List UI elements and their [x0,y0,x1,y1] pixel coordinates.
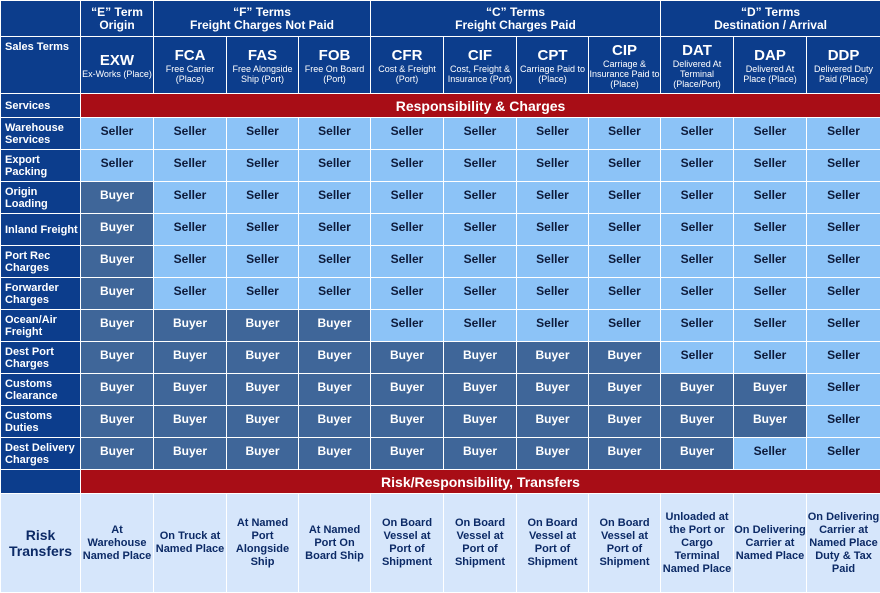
responsibility-cell: Buyer [589,374,661,406]
responsibility-cell: Buyer [227,342,299,374]
term-cip [589,37,661,94]
risk-transfer-cell: On Board Vessel at Port of Shipment [371,494,444,593]
responsibility-cell: Seller [517,246,589,278]
term-description: Cost & Freight (Port) [371,64,443,84]
responsibility-cell: Seller [517,118,589,150]
service-name: Origin Loading [1,182,81,214]
responsibility-cell: Buyer [517,438,589,470]
terms-row [1,37,880,94]
responsibility-cell: Buyer [661,406,734,438]
group-f [154,1,371,37]
term-cpt [517,37,589,94]
responsibility-cell: Buyer [661,438,734,470]
service-row [1,406,880,438]
group-e [81,1,154,37]
responsibility-cell: Seller [371,150,444,182]
responsibility-cell: Seller [807,406,880,438]
term-code: CIP [589,42,660,59]
term-code: FOB [299,47,370,64]
responsibility-cell: Seller [807,118,880,150]
responsibility-cell: Seller [299,150,371,182]
risk-transfer-cell: On Truck at Named Place [154,494,227,593]
service-name: Inland Freight [1,214,81,246]
term-ddp [807,37,880,94]
risk-transfers-row [1,494,880,593]
responsibility-cell: Buyer [517,374,589,406]
responsibility-cell: Seller [661,278,734,310]
term-code: DAP [734,47,806,64]
risk-band-corner [1,470,81,494]
term-fca [154,37,227,94]
responsibility-cell: Buyer [299,438,371,470]
responsibility-cell: Buyer [299,342,371,374]
term-description: Free Alongside Ship (Port) [227,64,298,84]
service-name: Port Rec Charges [1,246,81,278]
responsibility-cell: Seller [589,150,661,182]
service-name: Ocean/Air Freight [1,310,81,342]
charges-band: Responsibility & Charges [81,94,880,118]
responsibility-cell: Seller [734,182,807,214]
responsibility-cell: Seller [807,182,880,214]
responsibility-cell: Seller [734,438,807,470]
responsibility-cell: Buyer [371,342,444,374]
responsibility-cell: Seller [154,246,227,278]
group-header-row [1,1,880,37]
responsibility-cell: Buyer [154,342,227,374]
term-code: CPT [517,47,588,64]
sales-terms-label: Sales Terms [1,37,81,94]
service-row [1,342,880,374]
risk-transfer-cell: On Delivering Carrier at Named Place [734,494,807,593]
risk-transfer-cell: On Board Vessel at Port of Shipment [444,494,517,593]
service-row [1,118,880,150]
term-code: EXW [81,52,153,69]
risk-transfer-cell: On Delivering Carrier at Named Place Duty & Tax Paid [807,494,880,593]
term-description: Carriage Paid to (Place) [517,64,588,84]
term-description: Delivered At Place (Place) [734,64,806,84]
responsibility-cell: Buyer [299,406,371,438]
responsibility-cell: Seller [371,118,444,150]
group-e-subtitle: Origin [81,19,153,32]
risk-transfers-label: Risk Transfers [1,494,81,593]
service-name: Forwarder Charges [1,278,81,310]
term-cfr [371,37,444,94]
responsibility-cell: Buyer [444,438,517,470]
service-name: Dest Port Charges [1,342,81,374]
responsibility-cell: Buyer [299,310,371,342]
responsibility-cell: Seller [734,342,807,374]
risk-band-row [1,470,880,494]
service-name: Customs Clearance [1,374,81,406]
risk-transfer-cell: Unloaded at the Port or Cargo Terminal Named Place [661,494,734,593]
responsibility-cell: Buyer [371,406,444,438]
responsibility-cell: Seller [154,182,227,214]
responsibility-cell: Buyer [661,374,734,406]
term-code: FCA [154,47,226,64]
responsibility-cell: Seller [227,118,299,150]
responsibility-cell: Seller [807,246,880,278]
responsibility-cell: Buyer [371,374,444,406]
responsibility-cell: Seller [444,310,517,342]
responsibility-cell: Seller [807,150,880,182]
responsibility-cell: Buyer [517,406,589,438]
charges-band-row [1,94,880,118]
service-row [1,278,880,310]
term-description: Carriage & Insurance Paid to (Place) [589,59,660,89]
responsibility-cell: Seller [734,278,807,310]
service-row [1,214,880,246]
term-code: DAT [661,42,733,59]
responsibility-cell: Seller [589,214,661,246]
corner-cell [1,1,81,37]
responsibility-cell: Seller [444,214,517,246]
responsibility-cell: Buyer [517,342,589,374]
service-row [1,182,880,214]
responsibility-cell: Seller [807,278,880,310]
term-description: Free Carrier (Place) [154,64,226,84]
group-e-title: “E” Term [81,6,153,19]
responsibility-cell: Seller [807,214,880,246]
responsibility-cell: Seller [734,310,807,342]
responsibility-cell: Buyer [81,310,154,342]
responsibility-cell: Seller [154,118,227,150]
risk-transfer-cell: At Named Port On Board Ship [299,494,371,593]
term-fob [299,37,371,94]
responsibility-cell: Seller [734,118,807,150]
responsibility-cell: Seller [661,150,734,182]
responsibility-cell: Seller [589,278,661,310]
responsibility-cell: Seller [154,278,227,310]
responsibility-cell: Seller [661,310,734,342]
term-description: Delivered Duty Paid (Place) [807,64,880,84]
risk-transfer-cell: At Named Port Alongside Ship [227,494,299,593]
responsibility-cell: Buyer [154,406,227,438]
responsibility-cell: Seller [589,182,661,214]
term-code: DDP [807,47,880,64]
responsibility-cell: Buyer [227,438,299,470]
responsibility-cell: Buyer [371,438,444,470]
responsibility-cell: Buyer [154,310,227,342]
responsibility-cell: Buyer [227,406,299,438]
term-description: Cost, Freight & Insurance (Port) [444,64,516,84]
risk-transfer-cell: On Board Vessel at Port of Shipment [517,494,589,593]
responsibility-cell: Buyer [444,342,517,374]
group-d [661,1,880,37]
responsibility-cell: Seller [807,438,880,470]
group-d-subtitle: Destination / Arrival [661,19,880,32]
responsibility-cell: Seller [661,342,734,374]
term-code: CIF [444,47,516,64]
responsibility-cell: Seller [517,278,589,310]
term-description: Ex-Works (Place) [81,69,153,79]
responsibility-cell: Seller [661,182,734,214]
responsibility-cell: Buyer [81,246,154,278]
responsibility-cell: Seller [299,182,371,214]
service-name: Warehouse Services [1,118,81,150]
responsibility-cell: Buyer [444,406,517,438]
responsibility-cell: Seller [154,150,227,182]
term-description: Delivered At Terminal (Place/Port) [661,59,733,89]
responsibility-cell: Buyer [154,374,227,406]
group-d-title: “D” Terms [661,6,880,19]
risk-transfer-cell: On Board Vessel at Port of Shipment [589,494,661,593]
responsibility-cell: Seller [589,310,661,342]
term-fas [227,37,299,94]
responsibility-cell: Seller [517,182,589,214]
responsibility-cell: Buyer [589,406,661,438]
responsibility-cell: Seller [589,246,661,278]
group-c-title: “C” Terms [371,6,660,19]
responsibility-cell: Seller [661,246,734,278]
responsibility-cell: Seller [444,278,517,310]
services-label: Services [1,94,81,118]
service-row [1,150,880,182]
risk-band: Risk/Responsibility, Transfers [81,470,880,494]
responsibility-cell: Buyer [81,214,154,246]
responsibility-cell: Seller [734,150,807,182]
responsibility-cell: Seller [517,150,589,182]
responsibility-cell: Seller [807,342,880,374]
responsibility-cell: Seller [734,214,807,246]
responsibility-cell: Seller [734,246,807,278]
group-f-title: “F” Terms [154,6,370,19]
responsibility-cell: Seller [227,182,299,214]
responsibility-cell: Seller [371,182,444,214]
responsibility-cell: Buyer [734,406,807,438]
responsibility-cell: Buyer [227,310,299,342]
responsibility-cell: Seller [81,150,154,182]
service-row [1,374,880,406]
responsibility-cell: Seller [661,214,734,246]
responsibility-cell: Seller [154,214,227,246]
group-f-subtitle: Freight Charges Not Paid [154,19,370,32]
responsibility-cell: Seller [444,182,517,214]
service-name: Export Packing [1,150,81,182]
responsibility-cell: Seller [371,246,444,278]
responsibility-cell: Buyer [81,374,154,406]
service-row [1,310,880,342]
responsibility-cell: Seller [299,118,371,150]
responsibility-cell: Seller [299,246,371,278]
responsibility-cell: Seller [444,118,517,150]
responsibility-cell: Seller [444,246,517,278]
responsibility-cell: Seller [227,278,299,310]
term-exw [81,37,154,94]
responsibility-cell: Seller [299,214,371,246]
responsibility-cell: Seller [661,118,734,150]
risk-transfer-cell: At Warehouse Named Place [81,494,154,593]
responsibility-cell: Seller [227,150,299,182]
term-cif [444,37,517,94]
responsibility-cell: Seller [227,214,299,246]
group-c-subtitle: Freight Charges Paid [371,19,660,32]
responsibility-cell: Buyer [81,182,154,214]
responsibility-cell: Buyer [299,374,371,406]
service-name: Dest Delivery Charges [1,438,81,470]
responsibility-cell: Buyer [589,342,661,374]
responsibility-cell: Buyer [81,406,154,438]
service-row [1,246,880,278]
responsibility-cell: Seller [81,118,154,150]
responsibility-cell: Buyer [444,374,517,406]
responsibility-cell: Seller [371,214,444,246]
term-dat [661,37,734,94]
responsibility-cell: Seller [227,246,299,278]
responsibility-cell: Seller [371,278,444,310]
service-name: Customs Duties [1,406,81,438]
term-code: CFR [371,47,443,64]
responsibility-cell: Buyer [227,374,299,406]
responsibility-cell: Seller [807,310,880,342]
term-description: Free On Board (Port) [299,64,370,84]
responsibility-cell: Buyer [81,342,154,374]
group-c [371,1,661,37]
responsibility-cell: Seller [589,118,661,150]
responsibility-cell: Seller [517,310,589,342]
responsibility-cell: Seller [299,278,371,310]
responsibility-cell: Buyer [734,374,807,406]
service-row [1,438,880,470]
responsibility-cell: Seller [371,310,444,342]
term-code: FAS [227,47,298,64]
responsibility-cell: Seller [517,214,589,246]
responsibility-cell: Buyer [154,438,227,470]
responsibility-cell: Seller [444,150,517,182]
responsibility-cell: Buyer [81,278,154,310]
responsibility-cell: Buyer [589,438,661,470]
responsibility-cell: Buyer [81,438,154,470]
responsibility-cell: Seller [807,374,880,406]
term-dap [734,37,807,94]
